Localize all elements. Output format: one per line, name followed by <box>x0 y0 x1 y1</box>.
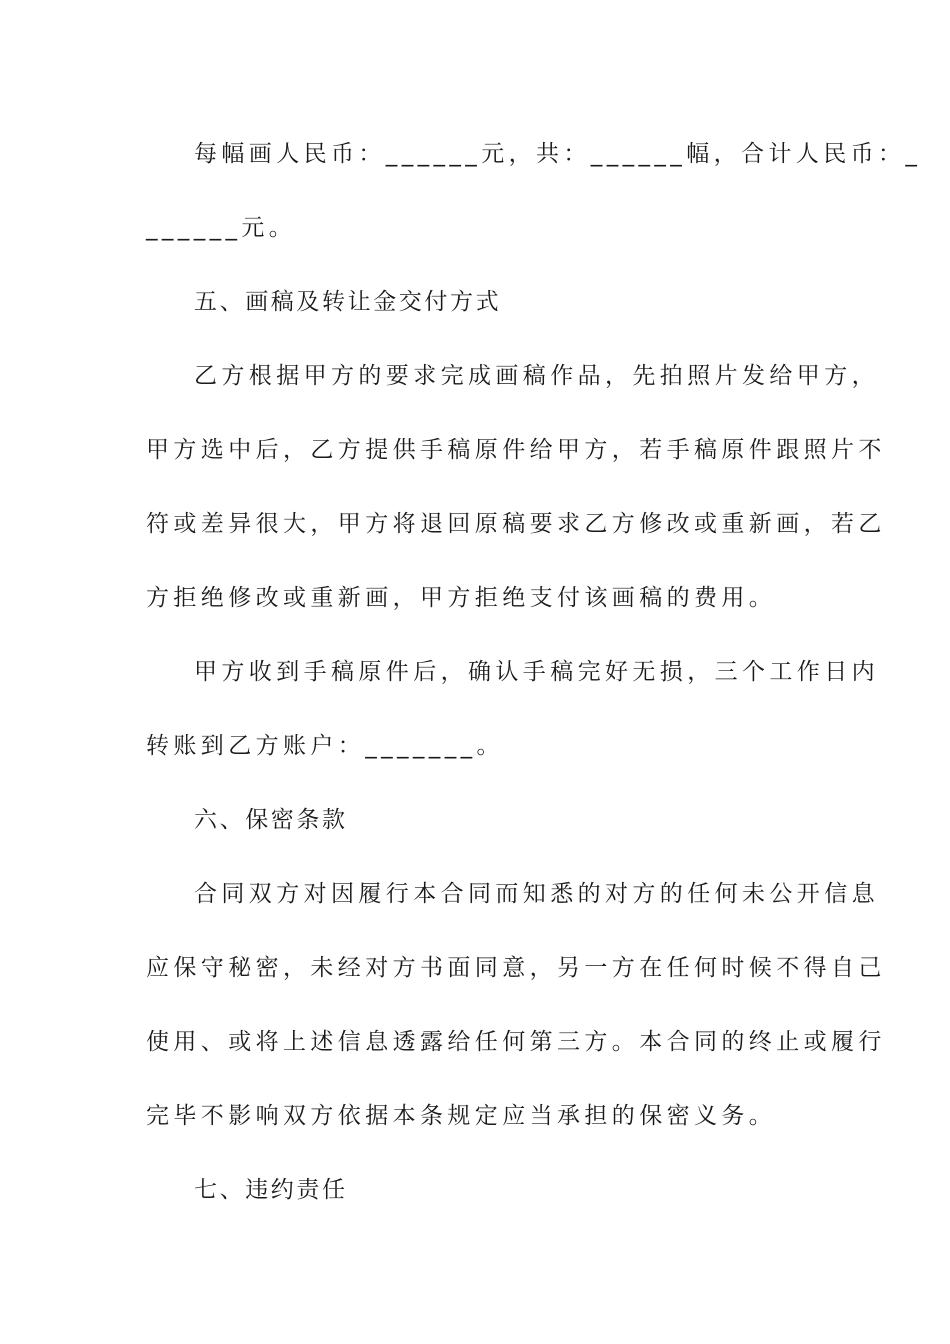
price-per-painting-line: 每幅画人民币：______元，共：______幅，合计人民币：_ <box>194 141 922 167</box>
paragraph-line: 应保守秘密，未经对方书面同意，另一方在任何时候不得自己 <box>146 955 886 981</box>
paragraph-line: 方拒绝修改或重新画，甲方拒绝支付该画稿的费用。 <box>146 585 777 611</box>
section-seven-heading: 七、违约责任 <box>194 1177 348 1203</box>
paragraph-line: 合同双方对因履行本合同而知悉的对方的任何未公开信息 <box>194 881 879 907</box>
section-five-heading: 五、画稿及转让金交付方式 <box>194 289 502 315</box>
paragraph-line: 甲方收到手稿原件后，确认手稿完好无损，三个工作日内 <box>194 659 879 685</box>
paragraph-line: 使用、或将上述信息透露给任何第三方。本合同的终止或履行 <box>146 1029 886 1055</box>
price-total-continuation-line: ______元。 <box>146 215 297 241</box>
paragraph-line: 符或差异很大，甲方将退回原稿要求乙方修改或重新画，若乙 <box>146 511 886 537</box>
account-line: 转账到乙方账户：_______。 <box>146 733 504 759</box>
paragraph-line: 乙方根据甲方的要求完成画稿作品，先拍照片发给甲方， <box>194 363 879 389</box>
paragraph-line: 甲方选中后，乙方提供手稿原件给甲方，若手稿原件跟照片不 <box>146 437 886 463</box>
paragraph-line: 完毕不影响双方依据本条规定应当承担的保密义务。 <box>146 1103 777 1129</box>
section-six-heading: 六、保密条款 <box>194 807 348 833</box>
